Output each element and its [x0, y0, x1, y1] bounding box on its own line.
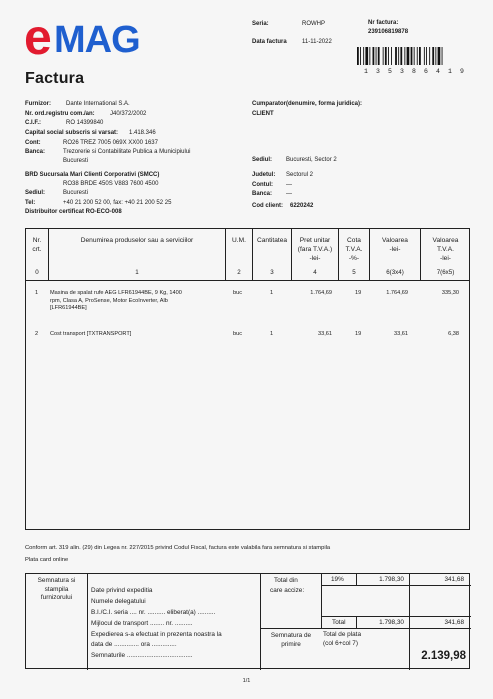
banca-value-2: Bucuresti [63, 158, 89, 164]
total-plata-label: Total de plata [323, 631, 362, 638]
row-nr: 2 [35, 331, 39, 337]
row-price: 33,61 [318, 331, 332, 337]
semnatura-furnizor-line-1: Semnatura si [37, 577, 76, 584]
col-desc-num: 1 [135, 269, 139, 276]
cump-banca-value: — [286, 191, 292, 197]
expeditie-line: Date privind expeditia [91, 587, 153, 594]
furnizor-label: Furnizor: [25, 101, 51, 107]
col-qty [253, 229, 291, 281]
row-desc [50, 290, 226, 313]
col-vat [339, 229, 369, 281]
col-nr-label: Nr. crt. [32, 237, 42, 253]
col-nr-num: 0 [35, 269, 39, 276]
col-nr [26, 229, 48, 281]
cif-value: RO 14399840 [66, 120, 104, 126]
table-row [26, 331, 469, 343]
nrord-value: J40/372/2002 [110, 111, 147, 117]
page-number: 1/1 [242, 678, 251, 684]
vat-amount: 341,68 [444, 576, 464, 583]
data-factura-value: 11-11-2022 [302, 39, 332, 45]
row-vat-value: 6,38 [448, 331, 459, 337]
row-qty: 1 [270, 331, 274, 337]
semnatura-furnizor-line-2: stampila [44, 585, 69, 593]
cump-sediul-value: Bucuresti, Sector 2 [286, 157, 337, 163]
legal-note: Conform art. 319 alin. (29) din Legea nr. 227/2015 privind Codul Fiscal, factura este valabila fara semnatura si stampila [25, 545, 331, 551]
nrord-label: Nr. ord.registru com./an: [25, 111, 95, 117]
barcode-digits [364, 68, 464, 77]
nr-factura-value: 239106819878 [368, 29, 409, 35]
table-header [26, 229, 469, 281]
judet-label: Judetul: [252, 172, 276, 178]
sediul-value: Bucuresti [63, 190, 89, 196]
row-value: 1.764,69 [386, 290, 408, 296]
barcode-digit: 3 [376, 68, 380, 75]
cod-client-label: Cod client: [252, 203, 283, 209]
barcode-digit: 1 [448, 68, 452, 75]
barcode-digit: 8 [412, 68, 416, 75]
col-qty-label: Cantitatea [256, 237, 288, 244]
col-vat-value-num: 7(6x5) [436, 269, 455, 276]
total-din-label: Total din [274, 577, 298, 584]
row-desc-line-1: Masina de spalat rufe AEG LFR61944BE, 9 Kg, 1400 [50, 290, 182, 296]
col-vat-value-label: Valoarea T.V.A. -lei- [432, 237, 459, 262]
row-desc-line-2: rpm, Clasa A, ProSense, Motor EcoInverter, Alb [50, 297, 168, 304]
expeditie-line: Semnaturile ..................................... [91, 652, 193, 659]
barcode-digit: 6 [424, 68, 428, 75]
col-vat-value [421, 229, 470, 281]
expeditie-line: Expedierea s-a efectuat in prezenta noastra la [91, 631, 222, 638]
total-base: 1.798,30 [379, 619, 404, 626]
emag-logo [24, 12, 156, 60]
svg-text:MAG: MAG [54, 19, 140, 60]
distribuitor: Distribuitor certificat RO-ECO-008 [25, 209, 122, 215]
col-um-label: U.M. [232, 237, 246, 244]
row-qty: 1 [270, 290, 274, 296]
col-price [292, 229, 338, 281]
col-vat-label: Cota T.V.A. -%- [345, 237, 363, 262]
cump-banca-label: Banca: [252, 191, 273, 197]
vat-base: 1.798,30 [379, 576, 404, 583]
total-plata-value: 2.139,98 [421, 650, 466, 662]
col-um [226, 229, 252, 281]
data-factura-label: Data factura [252, 39, 287, 45]
row-desc-line-3: [LFR61944BE] [50, 305, 87, 312]
row-price: 1.764,69 [310, 290, 332, 296]
cif-label: C.I.F.: [25, 120, 41, 126]
col-desc [49, 229, 225, 281]
care-accize-label: care accize: [270, 587, 305, 594]
expeditie-line: Numele delegatului [91, 598, 146, 605]
row-nr: 1 [35, 290, 39, 296]
col-um-num: 2 [237, 269, 241, 276]
cump-sediul-label: Sediul: [252, 157, 273, 163]
barcode-digit: 9 [460, 68, 464, 75]
contul-value: — [286, 182, 292, 188]
barcode-digit: 5 [388, 68, 392, 75]
col-value [370, 229, 420, 281]
banca-label: Banca: [25, 149, 46, 155]
row-desc-line-1: Cost transport [TXTRANSPORT] [50, 331, 132, 337]
row-value: 33,61 [394, 331, 408, 337]
banca-value-1: Trezorerie si Contabilitate Publica a Municipiului [63, 149, 191, 155]
cont-value: RO26 TREZ 7005 069X XX00 1637 [63, 140, 158, 146]
sediul-label: Sediul: [25, 190, 46, 196]
cumparator-name: CLIENT [252, 111, 274, 117]
totals-box [25, 573, 470, 669]
row-um: buc [233, 331, 243, 337]
capital-label: Capital social subscris si varsat: [25, 130, 119, 136]
capital-value: 1.418.346 [129, 130, 156, 136]
semnatura-furnizor-line-3: furnizorului [40, 594, 73, 602]
col-desc-label: Denumirea produselor sau a serviciilor [80, 237, 194, 244]
col-qty-num: 3 [270, 269, 274, 276]
items-table [25, 228, 470, 530]
seria-field: Seria: [252, 21, 269, 27]
tel-value: +40 21 200 52 00, fax: +40 21 200 52 25 [63, 200, 172, 206]
barcode [357, 47, 463, 65]
col-price-num: 4 [313, 269, 317, 276]
contul-label: Contul: [252, 182, 273, 188]
barcode-digit: 4 [436, 68, 440, 75]
col-vat-num: 5 [352, 269, 356, 276]
brd-name: BRD Sucursala Mari Clienti Corporativi (SMCC) [25, 172, 160, 178]
tel-label: Tel: [25, 200, 36, 206]
cod-client-value: 6220242 [290, 203, 314, 209]
total-plata-sub: (col 6+col 7) [323, 640, 358, 647]
semnatura-primire [261, 632, 321, 649]
expeditie-line: B.I./C.I. seria .... nr. .......... eliberat(a) .......... [91, 609, 216, 616]
row-desc [50, 331, 226, 339]
table-row [26, 290, 469, 320]
semnatura-furnizor [26, 577, 87, 603]
cumparator-label: Cumparator(denumire, forma juridica): [252, 101, 363, 107]
expeditie-line: Mijlocul de transport ........ nr. .......... [91, 620, 193, 627]
seria-value: ROWHP [302, 21, 325, 27]
nr-factura-label: Nr factura: [368, 20, 399, 26]
furnizor-value: Dante International S.A. [66, 101, 130, 107]
brd-iban: RO38 BRDE 450S V883 7600 4500 [63, 181, 159, 187]
row-vat: 19 [355, 331, 362, 337]
page-title: Factura [25, 70, 85, 87]
semnatura-primire-line-1: Semnatura de [270, 632, 312, 639]
barcode-digit: 3 [400, 68, 404, 75]
row-vat: 19 [355, 290, 362, 296]
payment-method: Plata card online [25, 557, 69, 563]
total-label: Total [332, 619, 346, 626]
svg-text:e: e [24, 12, 49, 60]
col-value-num: 6(3x4) [386, 269, 404, 276]
row-um: buc [233, 290, 243, 296]
vat-rate: 19% [331, 576, 344, 583]
total-vat: 341,68 [444, 619, 464, 626]
col-price-label: Pret unitar (fara T.V.A.) -lei- [297, 237, 333, 262]
barcode-digit: 1 [364, 68, 368, 75]
semnatura-primire-line-2: primire [281, 640, 301, 648]
col-value-label: Valoarea -lei- [382, 237, 408, 253]
cont-label: Cont: [25, 140, 41, 146]
expeditie-line: data de .............. ora .............. [91, 641, 177, 648]
judet-value: Sectorul 2 [286, 172, 314, 178]
row-vat-value: 335,30 [441, 290, 459, 296]
